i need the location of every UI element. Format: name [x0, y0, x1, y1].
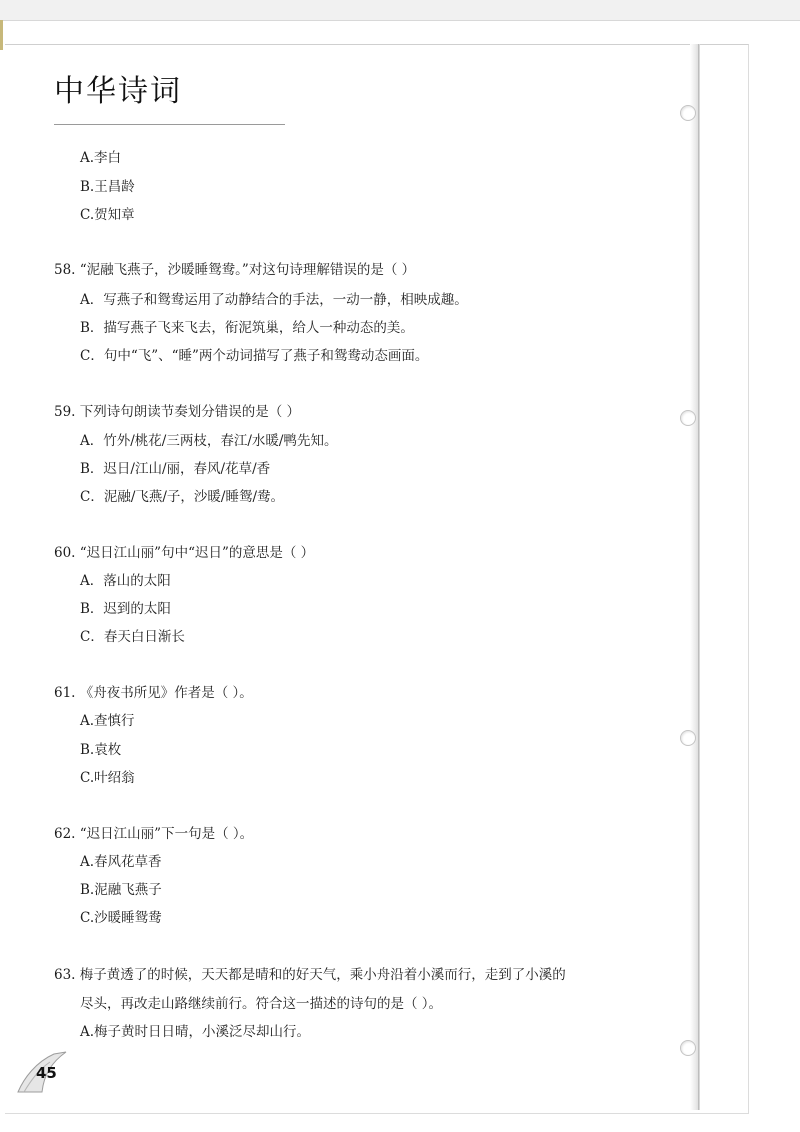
page-number: 45: [36, 1064, 57, 1082]
title-underline: [54, 124, 285, 125]
q58-option-c: C．句中“飞”、“睡”两个动词描写了燕子和鸳鸯动态画面。: [80, 348, 429, 364]
binder-hole-2: [680, 410, 696, 426]
question-59: 59. 下列诗句朗读节奏划分错误的是（ ）: [54, 404, 301, 420]
question-60: 60. “迟日江山丽”句中“迟日”的意思是（ ）: [54, 545, 315, 561]
q57-option-c: C.贺知章: [80, 207, 135, 223]
q59-option-a: A．竹外/桃花/三两枝，春江/水暖/鸭先知。: [80, 433, 338, 449]
q61-option-a: A.查慎行: [80, 713, 135, 729]
q59-option-b: B．迟日/江山/丽，春风/花草/香: [80, 461, 271, 477]
page-binding-line: [698, 44, 699, 1110]
q60-option-a: A．落山的太阳: [80, 573, 171, 589]
q61-option-c: C.叶绍翁: [80, 770, 135, 786]
q62-option-a: A.春风花草香: [80, 854, 162, 870]
page-title: 中华诗词: [54, 74, 182, 109]
binder-hole-1: [680, 105, 696, 121]
q62-option-c: C.沙暖睡鸳鸯: [80, 910, 162, 926]
question-63: 63. 梅子黄透了的时候，天天都是晴和的好天气，乘小舟沿着小溪而行，走到了小溪的: [54, 967, 566, 983]
q58-option-a: A．写燕子和鸳鸯运用了动静结合的手法，一动一静，相映成趣。: [80, 292, 468, 308]
question-63-continued: 尽头，再改走山路继续前行。符合这一描述的诗句的是（ ）。: [80, 996, 443, 1012]
q62-option-b: B.泥融飞燕子: [80, 882, 162, 898]
question-62: 62. “迟日江山丽”下一句是（ ）。: [54, 826, 254, 842]
question-61: 61. 《舟夜书所见》作者是（ ）。: [54, 685, 253, 701]
q60-option-c: C．春天白日渐长: [80, 629, 185, 645]
q60-option-b: B．迟到的太阳: [80, 601, 171, 617]
binder-hole-4: [680, 1040, 696, 1056]
q58-option-b: B．描写燕子飞来飞去，衔泥筑巢，给人一种动态的美。: [80, 320, 414, 336]
scan-left-edge: [0, 20, 3, 50]
q57-option-b: B.王昌龄: [80, 179, 135, 195]
q57-option-a: A.李白: [80, 150, 122, 166]
binder-hole-3: [680, 730, 696, 746]
scan-top-edge: [0, 0, 800, 21]
question-58: 58. “泥融飞燕子，沙暖睡鸳鸯。”对这句诗理解错误的是（ ）: [54, 262, 416, 278]
q59-option-c: C．泥融/飞燕/子，沙暖/睡鸳/鸯。: [80, 489, 285, 505]
q63-option-a: A.梅子黄时日日晴，小溪泛尽却山行。: [80, 1024, 311, 1040]
q61-option-b: B.袁枚: [80, 742, 122, 758]
